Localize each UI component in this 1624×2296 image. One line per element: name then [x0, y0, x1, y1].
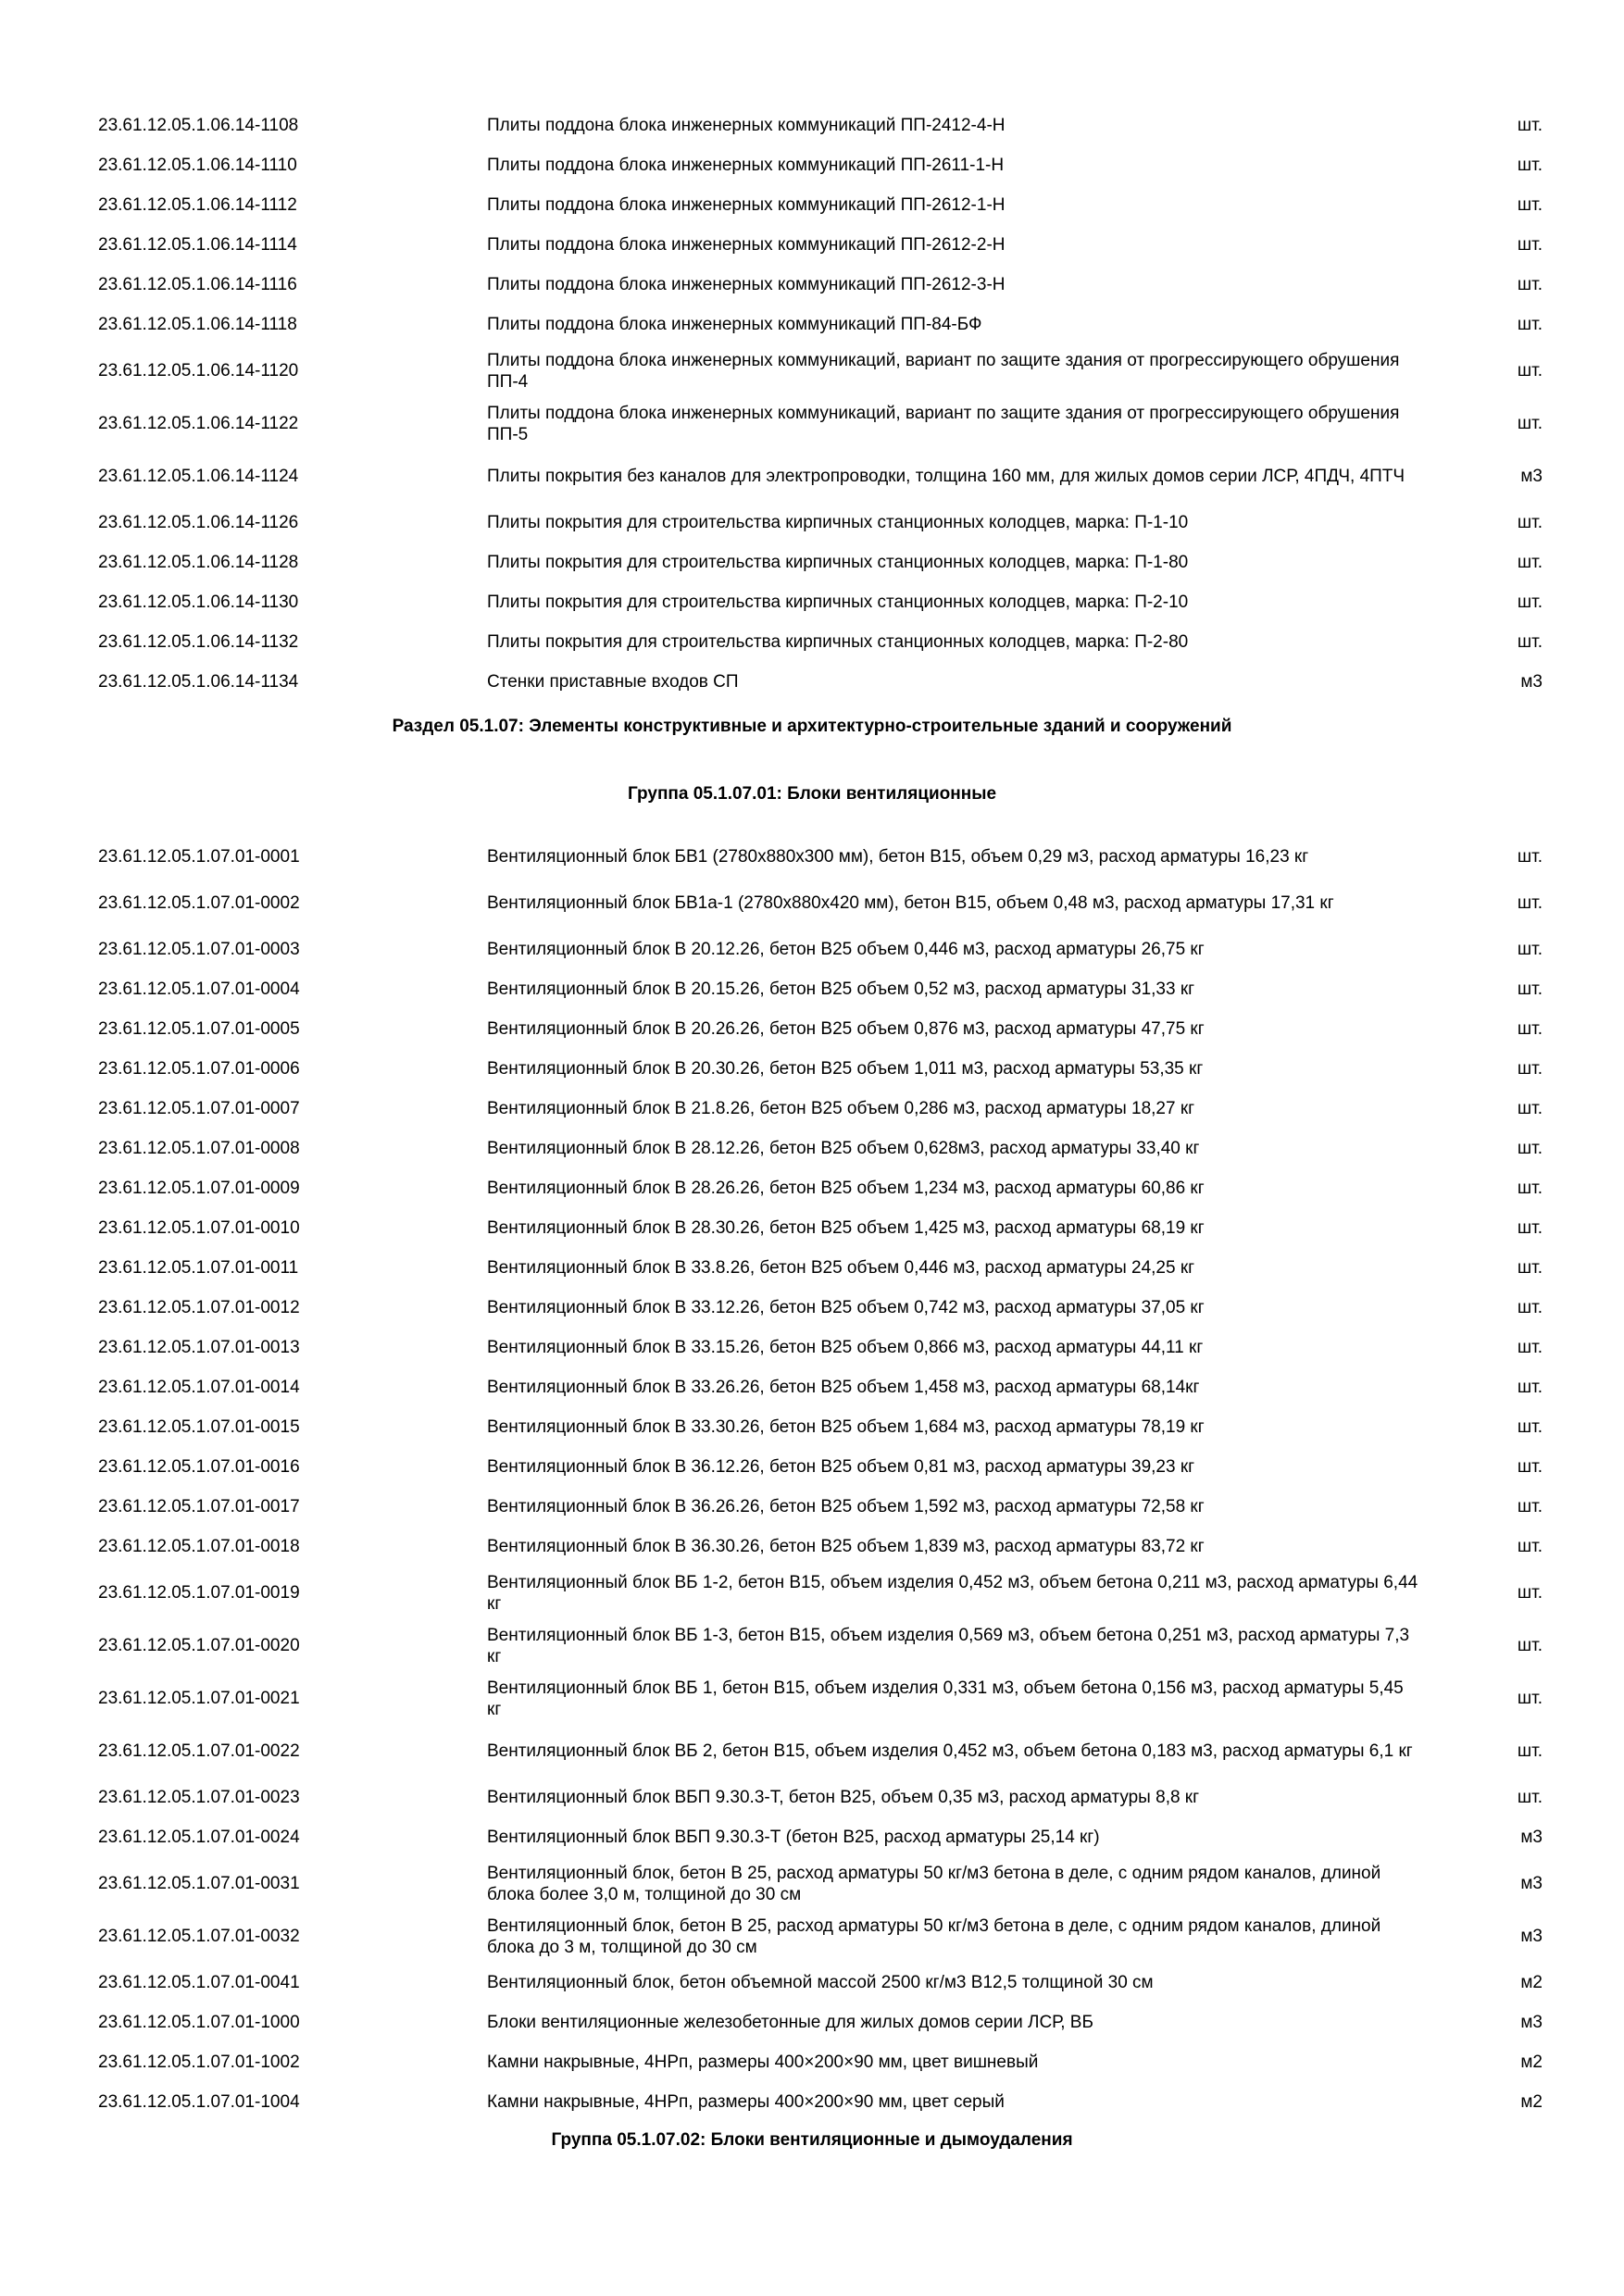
table-row [98, 662, 1543, 702]
row-unit: шт. [1517, 116, 1543, 135]
row-unit: шт. [1517, 1583, 1543, 1603]
row-unit: шт. [1517, 361, 1543, 381]
row-unit: шт. [1517, 1417, 1543, 1437]
table-row [98, 1009, 1543, 1049]
row-unit: м3 [1520, 467, 1543, 486]
row-code: 23.61.12.05.1.07.01-1000 [98, 2013, 300, 2032]
row-unit: шт. [1517, 275, 1543, 294]
table-row [98, 1049, 1543, 1089]
table-row [98, 877, 1543, 930]
table-row [98, 2003, 1543, 2042]
row-code: 23.61.12.05.1.06.14-1122 [98, 414, 299, 433]
table-row [98, 837, 1543, 877]
row-code: 23.61.12.05.1.07.01-0013 [98, 1338, 300, 1357]
row-name: Вентиляционный блок ВБ 1, бетон В15, объем изделия 0,331 м3, объем бетона 0,156 м3, расход арматуры 5,45 кг [487, 1678, 1404, 1719]
row-code: 23.61.12.05.1.07.01-0004 [98, 980, 300, 999]
row-name: Стенки приставные входов СП [487, 672, 739, 692]
row-unit: шт. [1517, 315, 1543, 334]
row-unit: м2 [1520, 1973, 1543, 1992]
group-heading: Группа 05.1.07.02: Блоки вентиляционные и дымоудаления [551, 2130, 1073, 2150]
table-row [98, 344, 1543, 397]
row-code: 23.61.12.05.1.06.14-1112 [98, 195, 297, 215]
resource-table-group1 [98, 837, 1543, 2122]
row-name: Вентиляционный блок ВБП 9.30.3-Т, бетон В25, объем 0,35 м3, расход арматуры 8,8 кг [487, 1788, 1200, 1807]
row-unit: шт. [1517, 1258, 1543, 1278]
row-code: 23.61.12.05.1.07.01-0031 [98, 1874, 300, 1893]
row-code: 23.61.12.05.1.07.01-0011 [98, 1258, 299, 1278]
row-name: Плиты покрытия для строительства кирпичных станционных колодцев, марка: П-2-10 [487, 593, 1189, 612]
table-row [98, 2082, 1543, 2122]
row-code: 23.61.12.05.1.06.14-1118 [98, 315, 297, 334]
table-row [98, 1619, 1543, 1672]
row-unit: шт. [1517, 1059, 1543, 1079]
row-unit: шт. [1517, 1179, 1543, 1198]
row-code: 23.61.12.05.1.07.01-0017 [98, 1497, 300, 1516]
row-unit: шт. [1517, 593, 1543, 612]
table-row [98, 1407, 1543, 1447]
row-unit: шт. [1517, 1689, 1543, 1708]
row-code: 23.61.12.05.1.07.01-0012 [98, 1298, 300, 1317]
table-row [98, 582, 1543, 622]
row-unit: м3 [1520, 2013, 1543, 2032]
table-row [98, 503, 1543, 543]
row-unit: шт. [1517, 1298, 1543, 1317]
row-unit: шт. [1517, 980, 1543, 999]
table-row [98, 969, 1543, 1009]
table-row [98, 1910, 1543, 1963]
row-name: Плиты покрытия для строительства кирпичных станционных колодцев, марка: П-2-80 [487, 632, 1189, 652]
row-name: Вентиляционный блок В 28.12.26, бетон В25 объем 0,628м3, расход арматуры 33,40 кг [487, 1139, 1200, 1158]
row-name: Вентиляционный блок В 28.26.26, бетон В25 объем 1,234 м3, расход арматуры 60,86 кг [487, 1179, 1205, 1198]
row-code: 23.61.12.05.1.06.14-1124 [98, 467, 299, 486]
row-code: 23.61.12.05.1.07.01-0023 [98, 1788, 300, 1807]
row-code: 23.61.12.05.1.06.14-1108 [98, 116, 299, 135]
row-code: 23.61.12.05.1.07.01-0019 [98, 1583, 300, 1603]
row-code: 23.61.12.05.1.06.14-1116 [98, 275, 297, 294]
row-code: 23.61.12.05.1.07.01-0024 [98, 1828, 300, 1847]
table-row [98, 1288, 1543, 1328]
row-code: 23.61.12.05.1.06.14-1114 [98, 235, 297, 255]
row-unit: шт. [1517, 553, 1543, 572]
row-name: Плиты поддона блока инженерных коммуникаций ПП-2612-1-Н [487, 195, 1006, 215]
row-code: 23.61.12.05.1.07.01-0009 [98, 1179, 300, 1198]
row-code: 23.61.12.05.1.06.14-1134 [98, 672, 299, 692]
row-unit: шт. [1517, 414, 1543, 433]
row-name: Плиты поддона блока инженерных коммуникаций ПП-2412-4-Н [487, 116, 1006, 135]
table-row [98, 1566, 1543, 1619]
row-name: Вентиляционный блок В 33.26.26, бетон В25 объем 1,458 м3, расход арматуры 68,14кг [487, 1378, 1200, 1397]
table-row [98, 1487, 1543, 1527]
row-unit: шт. [1517, 513, 1543, 532]
row-code: 23.61.12.05.1.07.01-0002 [98, 893, 300, 913]
row-code: 23.61.12.05.1.07.01-0020 [98, 1636, 300, 1655]
row-code: 23.61.12.05.1.07.01-0032 [98, 1927, 300, 1946]
row-code: 23.61.12.05.1.07.01-0021 [98, 1689, 300, 1708]
row-name: Плиты покрытия для строительства кирпичных станционных колодцев, марка: П-1-80 [487, 553, 1189, 572]
row-name: Вентиляционный блок БВ1 (2780х880х300 мм), бетон В15, объем 0,29 м3, расход арматуры 16,23 кг [487, 847, 1309, 867]
row-name: Плиты поддона блока инженерных коммуникаций, вариант по защите здания от прогрессирующего обрушения ПП-5 [487, 403, 1400, 444]
row-unit: шт. [1517, 1741, 1543, 1761]
row-code: 23.61.12.05.1.07.01-0018 [98, 1537, 300, 1556]
table-row [98, 1168, 1543, 1208]
row-name: Камни накрывные, 4НРп, размеры 400×200×90 мм, цвет вишневый [487, 2053, 1039, 2072]
row-name: Вентиляционный блок В 36.30.26, бетон В25 объем 1,839 м3, расход арматуры 83,72 кг [487, 1537, 1205, 1556]
table-row [98, 1129, 1543, 1168]
row-code: 23.61.12.05.1.07.01-0016 [98, 1457, 300, 1477]
row-name: Вентиляционный блок БВ1а-1 (2780х880х420 мм), бетон В15, объем 0,48 м3, расход арматуры 17,31 кг [487, 893, 1334, 913]
row-code: 23.61.12.05.1.07.01-0010 [98, 1218, 300, 1238]
row-name: Вентиляционный блок В 20.30.26, бетон В25 объем 1,011 м3, расход арматуры 53,35 кг [487, 1059, 1204, 1079]
row-code: 23.61.12.05.1.07.01-0015 [98, 1417, 300, 1437]
row-unit: шт. [1517, 1537, 1543, 1556]
row-unit: м2 [1520, 2053, 1543, 2072]
group-heading: Группа 05.1.07.01: Блоки вентиляционные [627, 784, 997, 804]
row-name: Вентиляционный блок, бетон В 25, расход арматуры 50 кг/м3 бетона в деле, с одним рядом каналов, длиной блока до 3 м, толщиной до 30 см [487, 1915, 1381, 1957]
row-code: 23.61.12.05.1.06.14-1110 [98, 156, 297, 175]
row-code: 23.61.12.05.1.07.01-0041 [98, 1973, 300, 1992]
row-code: 23.61.12.05.1.07.01-0007 [98, 1099, 300, 1118]
row-code: 23.61.12.05.1.06.14-1130 [98, 593, 299, 612]
table-row [98, 930, 1543, 969]
row-name: Плиты покрытия без каналов для электропроводки, толщина 160 мм, для жилых домов серии ЛСР, 4ПДЧ, 4ПТЧ [487, 467, 1405, 486]
table-row [98, 1778, 1543, 1817]
row-name: Блоки вентиляционные железобетонные для жилых домов серии ЛСР, ВБ [487, 2013, 1093, 2032]
row-name: Плиты поддона блока инженерных коммуникаций ПП-2611-1-Н [487, 156, 1005, 175]
row-name: Вентиляционный блок, бетон объемной массой 2500 кг/м3 В12,5 толщиной 30 см [487, 1973, 1154, 1992]
row-code: 23.61.12.05.1.06.14-1120 [98, 361, 299, 381]
row-unit: м3 [1520, 1874, 1543, 1893]
row-code: 23.61.12.05.1.07.01-0001 [98, 847, 300, 867]
row-name: Вентиляционный блок В 33.15.26, бетон В25 объем 0,866 м3, расход арматуры 44,11 кг [487, 1338, 1204, 1357]
row-name: Плиты поддона блока инженерных коммуникаций, вариант по защите здания от прогрессирующего обрушения ПП-4 [487, 350, 1400, 392]
row-name: Вентиляционный блок В 33.30.26, бетон В25 объем 1,684 м3, расход арматуры 78,19 кг [487, 1417, 1205, 1437]
table-row [98, 305, 1543, 344]
row-name: Вентиляционный блок В 33.12.26, бетон В25 объем 0,742 м3, расход арматуры 37,05 кг [487, 1298, 1205, 1317]
row-unit: шт. [1517, 893, 1543, 913]
row-unit: шт. [1517, 1139, 1543, 1158]
row-unit: шт. [1517, 1378, 1543, 1397]
row-unit: шт. [1517, 940, 1543, 959]
row-code: 23.61.12.05.1.07.01-0003 [98, 940, 300, 959]
table-row [98, 397, 1543, 450]
row-name: Плиты поддона блока инженерных коммуникаций ПП-2612-3-Н [487, 275, 1006, 294]
row-name: Вентиляционный блок В 33.8.26, бетон В25 объем 0,446 м3, расход арматуры 24,25 кг [487, 1258, 1195, 1278]
row-unit: шт. [1517, 1338, 1543, 1357]
table-row [98, 1527, 1543, 1566]
row-name: Вентиляционный блок В 36.26.26, бетон В25 объем 1,592 м3, расход арматуры 72,58 кг [487, 1497, 1205, 1516]
row-code: 23.61.12.05.1.06.14-1132 [98, 632, 299, 652]
table-row [98, 1089, 1543, 1129]
row-code: 23.61.12.05.1.07.01-0022 [98, 1741, 300, 1761]
row-unit: шт. [1517, 1497, 1543, 1516]
row-name: Вентиляционный блок ВБ 2, бетон В15, объем изделия 0,452 м3, объем бетона 0,183 м3, расход арматуры 6,1 кг [487, 1741, 1413, 1761]
row-unit: шт. [1517, 156, 1543, 175]
row-unit: шт. [1517, 1636, 1543, 1655]
row-name: Вентиляционный блок В 20.15.26, бетон В25 объем 0,52 м3, расход арматуры 31,33 кг [487, 980, 1195, 999]
table-row [98, 265, 1543, 305]
row-name: Камни накрывные, 4НРп, размеры 400×200×90 мм, цвет серый [487, 2092, 1005, 2112]
table-row [98, 185, 1543, 225]
table-row [98, 1857, 1543, 1910]
table-row [98, 2042, 1543, 2082]
table-row [98, 106, 1543, 145]
table-row [98, 1248, 1543, 1288]
row-unit: м3 [1520, 1828, 1543, 1847]
row-unit: шт. [1517, 1788, 1543, 1807]
row-code: 23.61.12.05.1.07.01-1002 [98, 2053, 300, 2072]
table-row [98, 543, 1543, 582]
row-code: 23.61.12.05.1.06.14-1126 [98, 513, 299, 532]
row-name: Вентиляционный блок В 20.26.26, бетон В25 объем 0,876 м3, расход арматуры 47,75 кг [487, 1019, 1205, 1039]
row-unit: м3 [1520, 672, 1543, 692]
table-row [98, 1725, 1543, 1778]
row-name: Вентиляционный блок, бетон В 25, расход арматуры 50 кг/м3 бетона в деле, с одним рядом каналов, длиной блока более 3,0 м, толщиной до 30 см [487, 1863, 1381, 1904]
row-name: Вентиляционный блок ВБП 9.30.3-Т (бетон В25, расход арматуры 25,14 кг) [487, 1828, 1100, 1847]
row-unit: шт. [1517, 1099, 1543, 1118]
row-unit: шт. [1517, 195, 1543, 215]
row-name: Плиты покрытия для строительства кирпичных станционных колодцев, марка: П-1-10 [487, 513, 1189, 532]
row-unit: м2 [1520, 2092, 1543, 2112]
table-row [98, 1208, 1543, 1248]
row-name: Вентиляционный блок В 20.12.26, бетон В25 объем 0,446 м3, расход арматуры 26,75 кг [487, 940, 1205, 959]
table-row [98, 225, 1543, 265]
row-name: Вентиляционный блок В 21.8.26, бетон В25 объем 0,286 м3, расход арматуры 18,27 кг [487, 1099, 1195, 1118]
table-row [98, 1328, 1543, 1367]
table-row [98, 1963, 1543, 2003]
table-row [98, 1817, 1543, 1857]
row-unit: м3 [1520, 1927, 1543, 1946]
table-row [98, 622, 1543, 662]
row-name: Плиты поддона блока инженерных коммуникаций ПП-2612-2-Н [487, 235, 1006, 255]
row-unit: шт. [1517, 632, 1543, 652]
resource-table-top [98, 106, 1543, 702]
table-row [98, 1367, 1543, 1407]
row-code: 23.61.12.05.1.07.01-1004 [98, 2092, 300, 2112]
table-row [98, 145, 1543, 185]
row-code: 23.61.12.05.1.07.01-0006 [98, 1059, 300, 1079]
row-name: Вентиляционный блок В 36.12.26, бетон В25 объем 0,81 м3, расход арматуры 39,23 кг [487, 1457, 1195, 1477]
row-unit: шт. [1517, 1218, 1543, 1238]
row-unit: шт. [1517, 235, 1543, 255]
row-unit: шт. [1517, 847, 1543, 867]
section-heading: Раздел 05.1.07: Элементы конструктивные и архитектурно-строительные зданий и сооружений [392, 717, 1232, 736]
row-code: 23.61.12.05.1.07.01-0008 [98, 1139, 300, 1158]
row-unit: шт. [1517, 1019, 1543, 1039]
table-row [98, 1447, 1543, 1487]
row-name: Вентиляционный блок В 28.30.26, бетон В25 объем 1,425 м3, расход арматуры 68,19 кг [487, 1218, 1205, 1238]
table-row [98, 1672, 1543, 1725]
row-name: Вентиляционный блок ВБ 1-2, бетон В15, объем изделия 0,452 м3, объем бетона 0,211 м3, расход арматуры 6,44 кг [487, 1572, 1418, 1614]
row-name: Вентиляционный блок ВБ 1-3, бетон В15, объем изделия 0,569 м3, объем бетона 0,251 м3, расход арматуры 7,3 кг [487, 1625, 1410, 1666]
row-name: Плиты поддона блока инженерных коммуникаций ПП-84-БФ [487, 315, 982, 334]
row-code: 23.61.12.05.1.07.01-0005 [98, 1019, 300, 1039]
row-unit: шт. [1517, 1457, 1543, 1477]
row-code: 23.61.12.05.1.07.01-0014 [98, 1378, 300, 1397]
table-row [98, 450, 1543, 503]
row-code: 23.61.12.05.1.06.14-1128 [98, 553, 299, 572]
